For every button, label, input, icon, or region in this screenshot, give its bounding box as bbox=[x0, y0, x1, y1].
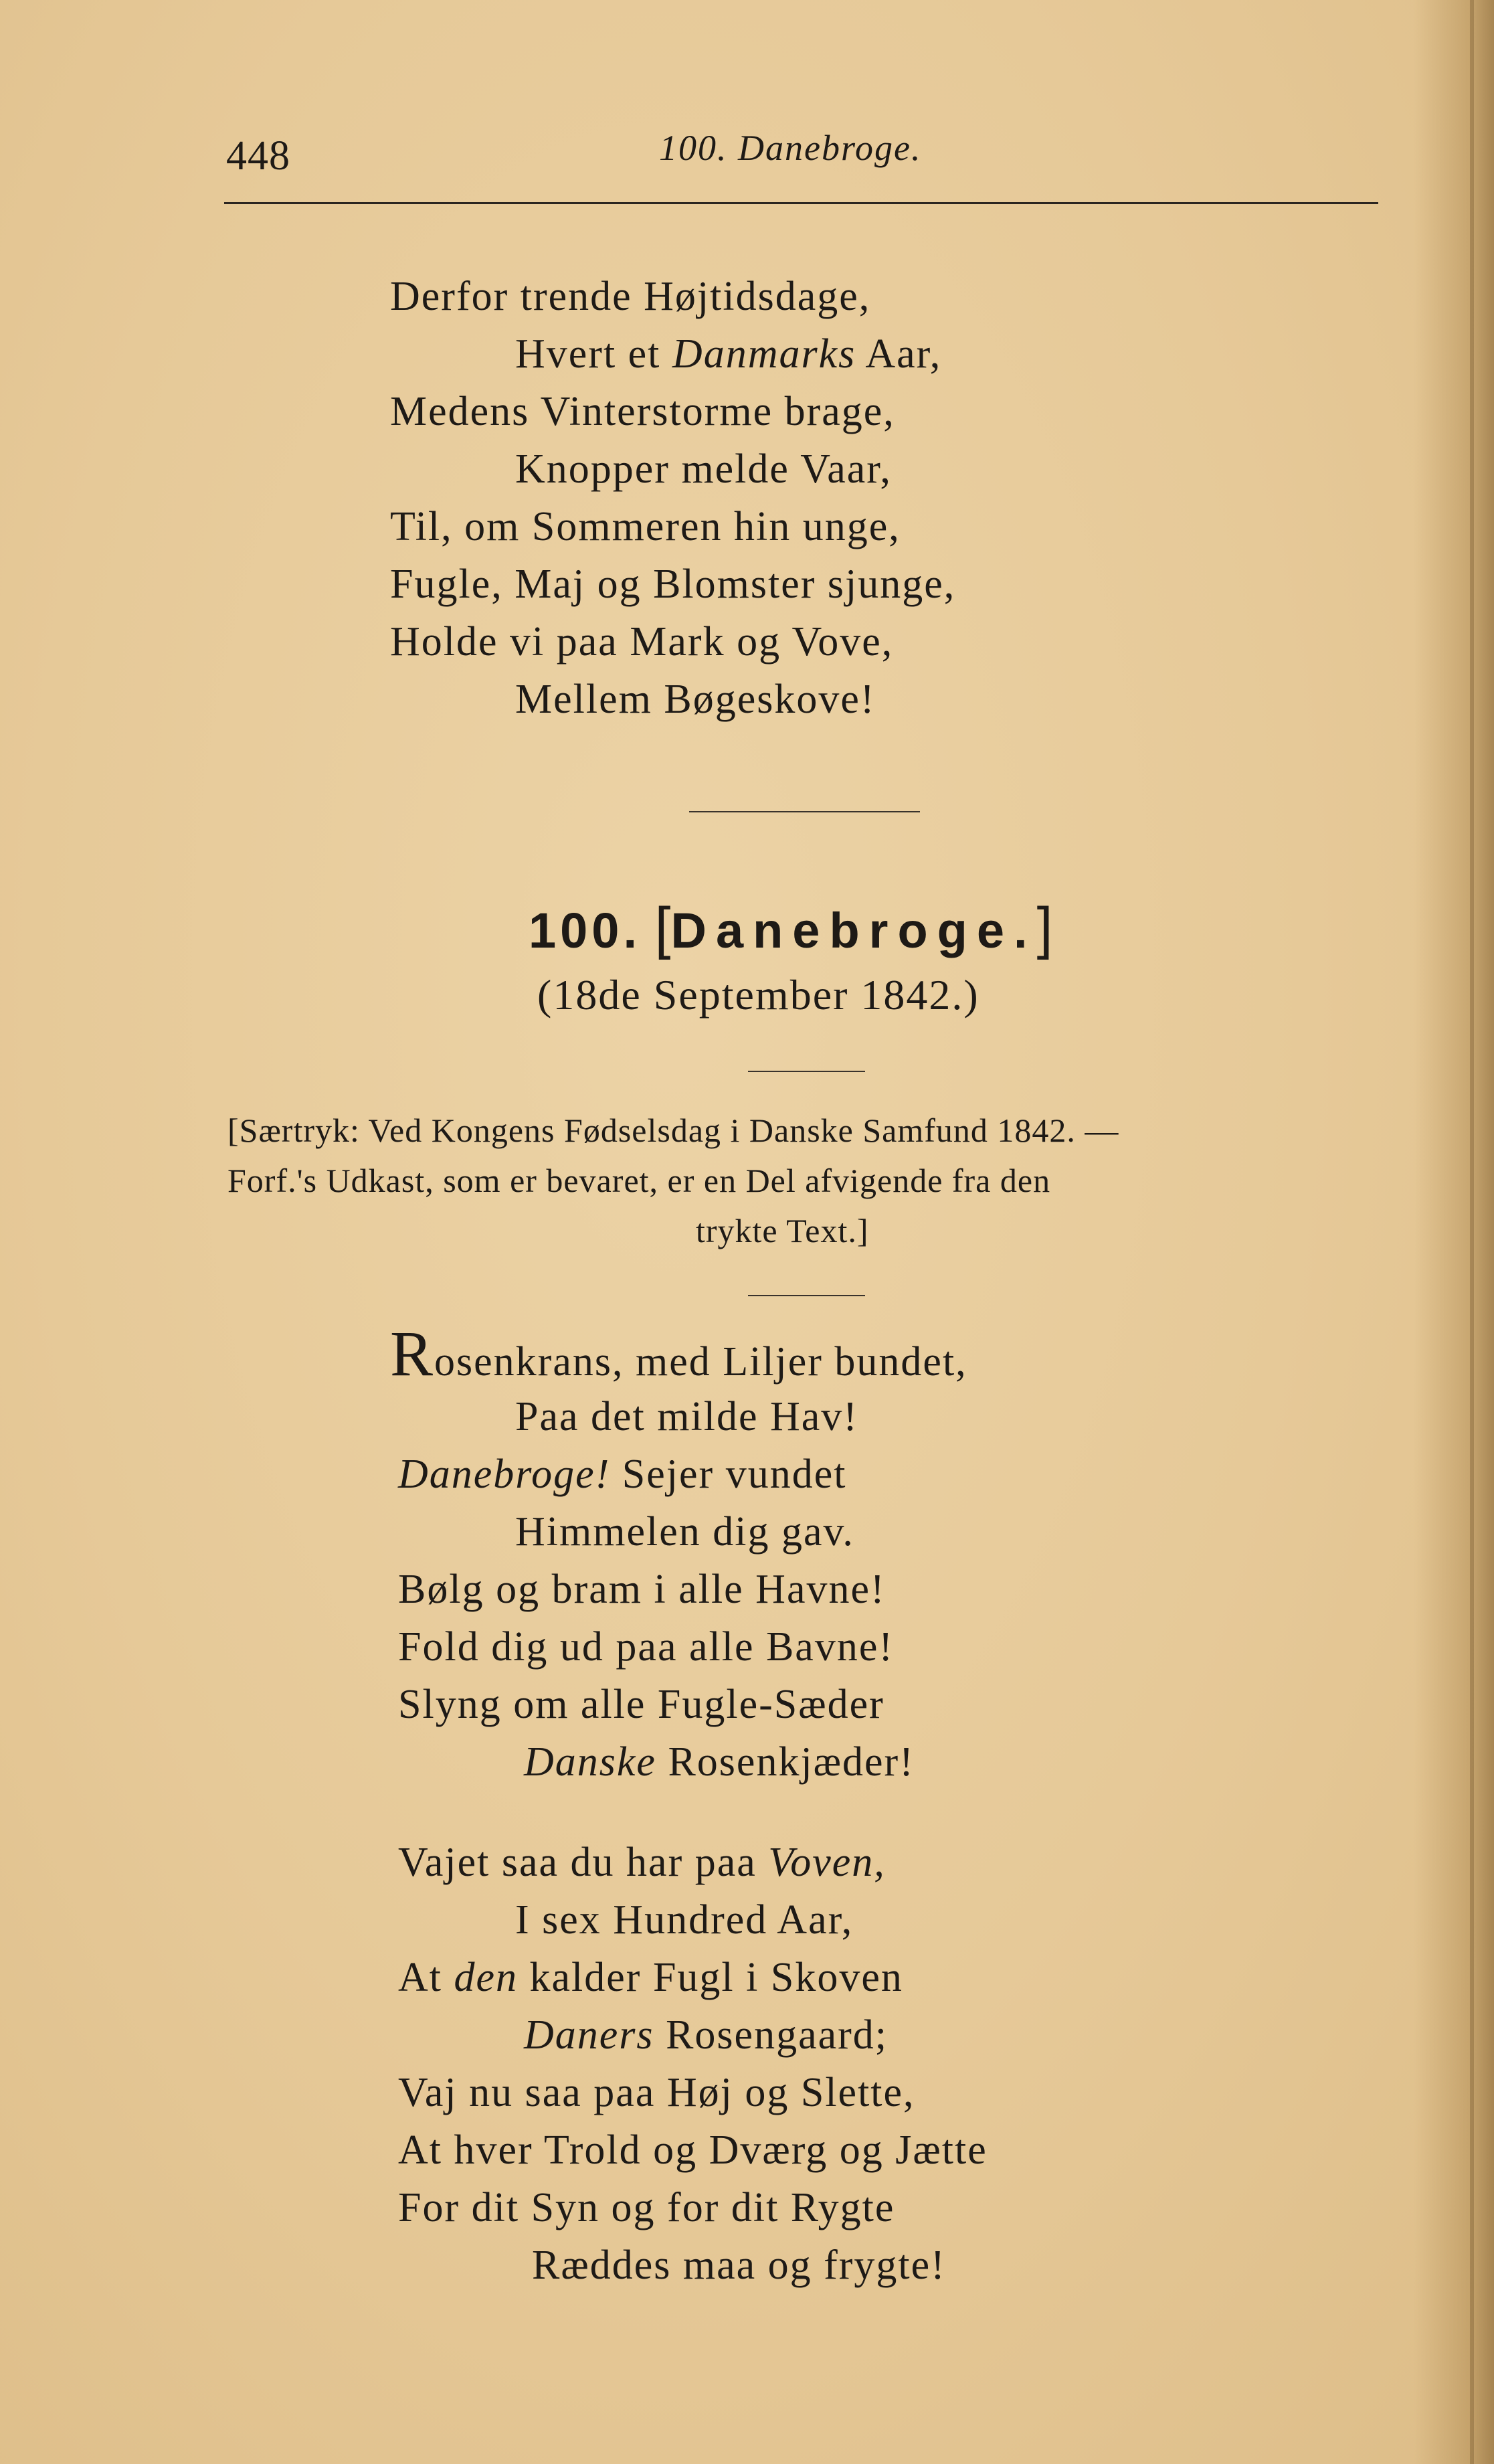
verse-line: Til, om Sommeren hin unge, bbox=[390, 504, 901, 549]
verse-line: Mellem Bøgeskove! bbox=[515, 677, 876, 722]
verse-line: Slyng om alle Fugle-Sæder bbox=[398, 1682, 884, 1727]
verse-line: Derfor trende Højtidsdage, bbox=[390, 274, 871, 319]
header-rule bbox=[224, 202, 1378, 204]
verse-line: For dit Syn og for dit Rygte bbox=[398, 2185, 895, 2230]
running-head bbox=[659, 127, 921, 169]
verse-line: Fugle, Maj og Blomster sjunge, bbox=[390, 561, 956, 607]
note-rule-bottom bbox=[748, 1295, 865, 1296]
verse-line: Ræddes maa og frygte! bbox=[532, 2242, 946, 2288]
verse-line: Vajet saa du har paa Voven, bbox=[398, 1840, 886, 1885]
section-bracket-close: ] bbox=[1036, 896, 1053, 960]
section-separator bbox=[689, 811, 920, 812]
page-edge-shadow bbox=[1414, 0, 1494, 2464]
section-title bbox=[529, 895, 1052, 962]
verse-line: Fold dig ud paa alle Bavne! bbox=[398, 1624, 894, 1670]
verse-line: Knopper melde Vaar, bbox=[515, 446, 892, 492]
section-number: 100. bbox=[529, 903, 642, 958]
page-number: 448 bbox=[226, 133, 290, 179]
running-head-title: Danebroge. bbox=[738, 128, 922, 168]
verse-line: Holde vi paa Mark og Vove, bbox=[390, 619, 894, 665]
verse-line: Danebroge! Sejer vundet bbox=[398, 1451, 847, 1497]
section-date: (18de September 1842.) bbox=[537, 971, 979, 1019]
verse-line: Vaj nu saa paa Høj og Slette, bbox=[398, 2070, 915, 2115]
editorial-note-line: Forf.'s Udkast, som er bevaret, er en Del afvigende fra den bbox=[227, 1162, 1051, 1199]
verse-line: Hvert et Danmarks Aar, bbox=[515, 331, 942, 377]
verse-line: Medens Vinterstorme brage, bbox=[390, 389, 895, 434]
verse-line: Himmelen dig gav. bbox=[515, 1509, 854, 1555]
editorial-note-line: trykte Text.] bbox=[696, 1212, 869, 1249]
verse-line: Daners Rosengaard; bbox=[524, 2012, 888, 2058]
verse-line: Bølg og bram i alle Havne! bbox=[398, 1567, 886, 1612]
verse-line: At hver Trold og Dværg og Jætte bbox=[398, 2127, 988, 2173]
note-rule-top bbox=[748, 1071, 865, 1072]
verse-line: Rosenkrans, med Liljer bundet, bbox=[390, 1318, 967, 1389]
running-head-number: 100. bbox=[659, 128, 728, 168]
verse-line: Paa det milde Hav! bbox=[515, 1394, 858, 1439]
section-bracket-open: [ bbox=[654, 896, 671, 960]
page-edge-line bbox=[1470, 0, 1474, 2464]
section-title-text: Danebroge. bbox=[670, 903, 1037, 958]
editorial-note-line: [Særtryk: Ved Kongens Fødselsdag i Danske Samfund 1842. — bbox=[227, 1112, 1119, 1149]
verse-line: Danske Rosenkjæder! bbox=[524, 1739, 915, 1785]
verse-line: I sex Hundred Aar, bbox=[515, 1897, 854, 1943]
drop-cap: R bbox=[390, 1318, 435, 1389]
verse-line: At den kalder Fugl i Skoven bbox=[398, 1955, 903, 2000]
